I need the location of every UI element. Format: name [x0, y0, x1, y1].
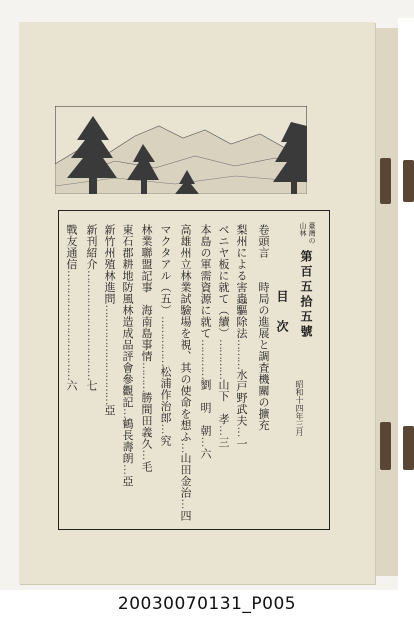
toc-page: 究	[159, 435, 172, 447]
toc-title: ベニヤ板に就て（續）	[217, 224, 230, 339]
toc-page: 三	[217, 436, 230, 448]
toc-title: 卷頭言 時局の進展と調査機關の擴充	[257, 224, 270, 431]
toc-entry-9: 新竹州殖林進問…………………………亞	[103, 224, 116, 416]
toc-entry-4: 本島の軍需資源に就て…………劉 明 朝…六	[199, 224, 212, 460]
toc-entry-5: 高雄州立林業試驗場を視、其の使命を想ふ…山田金治…四	[179, 224, 192, 522]
toc-page: 亞	[103, 404, 116, 416]
toc-author: 山田金治	[179, 452, 192, 499]
toc-entry-1	[258, 224, 269, 431]
binding-gap	[398, 18, 414, 590]
toc-entry-3: ベニヤ板に就て（續）…………山下 孝…三	[217, 224, 230, 448]
toc-title: 新刊紹介	[85, 224, 98, 270]
binding-staple-lower	[380, 422, 391, 470]
toc-entry-10: 新刊紹介……………………………七	[85, 224, 98, 392]
table-of-contents	[58, 210, 330, 530]
toc-author: 山下 孝	[217, 379, 230, 425]
binding-staple-upper-right	[403, 160, 414, 202]
toc-page: 亞	[121, 475, 134, 487]
issue-number: 第百五拾五號	[299, 250, 313, 340]
toc-title: 戰友通信	[65, 224, 78, 270]
toc-page: 七	[85, 380, 98, 392]
toc-page: 六	[65, 380, 78, 392]
toc-title: 高雄州立林業試驗場を視、其の使命を想ふ	[179, 224, 192, 443]
toc-author: 鶴長壽朗	[121, 418, 134, 464]
toc-title: マクタアル（五）	[159, 224, 172, 316]
toc-entry-7: 林業聯盟記事 海南島事情………勝間田義久…毛	[140, 224, 153, 473]
toc-page: 一	[235, 438, 248, 450]
magazine-name	[308, 222, 316, 245]
toc-author: 劉 明 朝	[199, 379, 212, 437]
image-caption: 20030070131_P005	[117, 594, 297, 614]
binding-staple-upper	[380, 158, 391, 204]
toc-author: 水戸野武夫	[235, 369, 248, 427]
toc-author: 勝間田義久	[140, 392, 153, 450]
toc-author: 松浦作治郎	[159, 366, 172, 424]
toc-title: 本島の軍需資源に就て	[199, 224, 212, 339]
toc-entry-2: 梨州による害蟲驅除法………水戸野武夫…一	[235, 224, 248, 450]
toc-page: 四	[179, 510, 192, 522]
toc-entry-8: 東石郡耕地防風林造成品評會參觀記…鶴長壽朗…亞	[121, 224, 134, 487]
magazine-name-2	[299, 222, 307, 237]
toc-title: 東石郡耕地防風林造成品評會參觀記	[121, 224, 134, 408]
toc-title: 新竹州殖林進問	[103, 224, 116, 305]
mountain-pine-illustration	[55, 106, 307, 194]
toc-page: 毛	[140, 461, 153, 473]
magazine-name-line2: 山林	[299, 222, 307, 237]
toc-entry-11: 戰友通信……………………………六	[65, 224, 78, 392]
toc-entry-6: マクタアル（五）……………松浦作治郎…究	[159, 224, 172, 447]
toc-title: 林業聯盟記事 海南島事情	[140, 224, 153, 362]
binding-staple-lower-right	[403, 426, 414, 470]
magazine-name-line1: 臺灣の	[308, 222, 316, 245]
toc-page: 六	[199, 448, 212, 460]
issue-date: 昭和十四年三月	[295, 380, 304, 436]
toc-title: 梨州による害蟲驅除法	[235, 224, 248, 339]
toc-heading: 目 次	[275, 290, 289, 335]
